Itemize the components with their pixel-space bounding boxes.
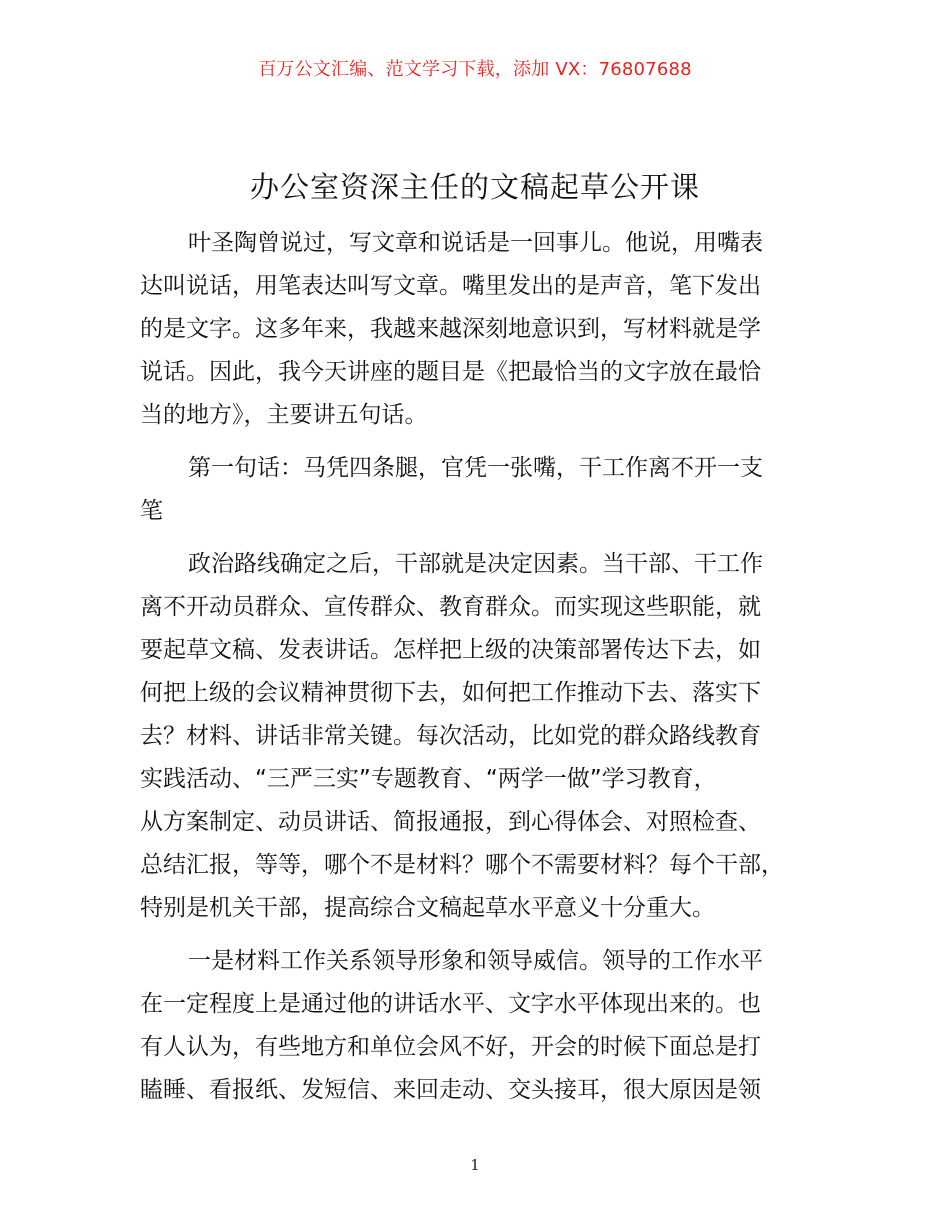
header-banner: 百万公文汇编、范文学习下载，添加 VX：76807688 [258, 59, 692, 80]
text-line: 在一定程度上是通过他的讲话水平、文字水平体现出来的。也 [140, 991, 761, 1017]
text-line: 瞌睡、看报纸、发短信、来回走动、交头接耳，很大原因是领 [140, 1077, 761, 1103]
document-body [140, 222, 820, 1112]
text-line: 说话。因此，我今天讲座的题目是《把最恰当的文字放在最恰 [140, 359, 761, 385]
text-line: 有人认为，有些地方和单位会风不好，开会的时候下面总是打 [140, 1034, 761, 1060]
text-line: 实践活动、“三严三实”专题教育、“两学一做”学习教育， [140, 766, 717, 792]
page-number: 1 [470, 1156, 480, 1174]
text-line: 从方案制定、动员讲话、简报通报，到心得体会、对照检查、 [140, 809, 761, 835]
text-line: 离不开动员群众、宣传群众、教育群众。而实现这些职能，就 [140, 594, 761, 620]
text-line: 当的地方》，主要讲五句话。 [140, 402, 428, 428]
text-line: 一是材料工作关系领导形象和领导威信。领导的工作水平 [188, 948, 763, 974]
text-line: 总结汇报，等等，哪个不是材料？哪个不需要材料？每个干部， [140, 852, 784, 878]
document-title: 办公室资深主任的文稿起草公开课 [249, 170, 700, 204]
text-line: 政治路线确定之后，干部就是决定因素。当干部、干工作 [188, 551, 763, 577]
text-line: 达叫说话，用笔表达叫写文章。嘴里发出的是声音，笔下发出 [140, 273, 761, 299]
text-line: 何把上级的会议精神贯彻下去，如何把工作推动下去、落实下 [140, 680, 761, 706]
text-line: 叶圣陶曾说过，写文章和说话是一回事儿。他说，用嘴表 [188, 230, 763, 256]
text-line: 特别是机关干部，提高综合文稿起草水平意义十分重大。 [140, 895, 715, 921]
section-heading-line: 笔 [140, 498, 163, 524]
text-line: 去？材料、讲话非常关键。每次活动，比如党的群众路线教育 [140, 723, 761, 749]
text-line: 要起草文稿、发表讲话。怎样把上级的决策部署传达下去，如 [140, 637, 761, 663]
section-heading-line: 第一句话：马凭四条腿，官凭一张嘴，干工作离不开一支 [188, 455, 763, 481]
text-line: 的是文字。这多年来，我越来越深刻地意识到，写材料就是学 [140, 316, 761, 342]
